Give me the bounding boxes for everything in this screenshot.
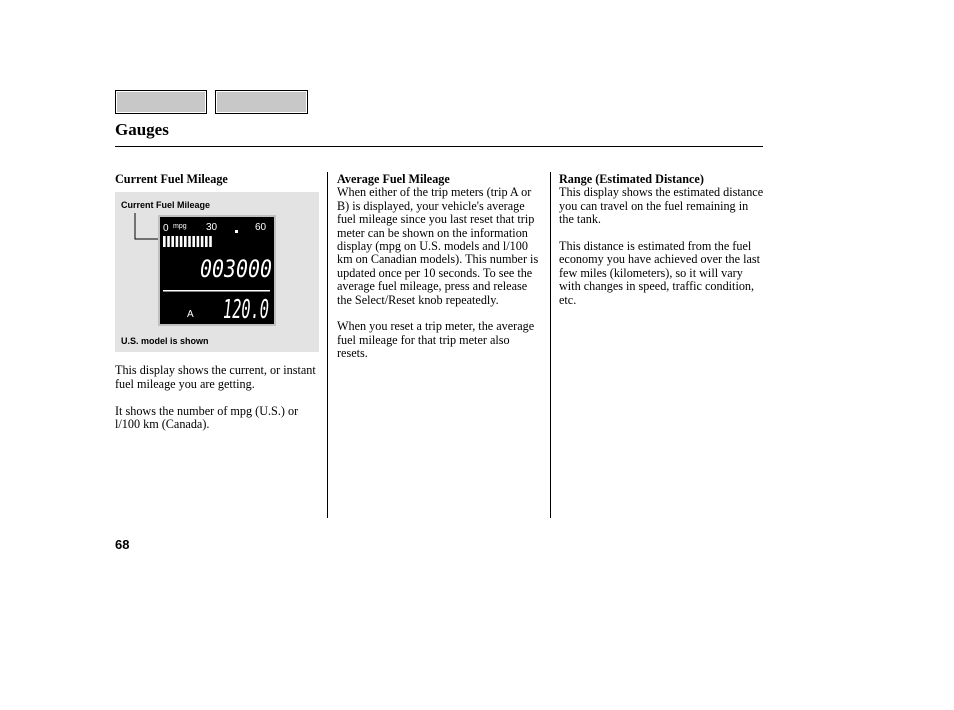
paragraph: When you reset a trip meter, the average fuel mileage for that trip meter also resets. bbox=[337, 319, 535, 361]
figure-callout-label: Current Fuel Mileage bbox=[121, 200, 211, 211]
column-average-fuel-mileage bbox=[337, 173, 542, 374]
trip-readout: 120.0 bbox=[223, 295, 269, 326]
paragraph: This distance is estimated from the fuel economy you have achieved over the last few miles (kilometers), so it will vary with changes in speed, traffic condition, etc. bbox=[559, 239, 761, 307]
mpg-bar-segment bbox=[209, 236, 212, 247]
paragraph: When either of the trip meters (trip A or B) is displayed, your vehicle's average fuel mileage since you last reset that trip meter can be shown on the information display (mpg on U.S. models and l/100 km on Canadian models). This number is updated once per 10 seconds. To see the average fuel mileage, press and release the Select/Reset knob repeatedly. bbox=[337, 185, 539, 307]
column-current-fuel-mileage bbox=[115, 173, 320, 445]
column-divider bbox=[327, 172, 328, 518]
scale-label-zero: 0 bbox=[163, 223, 169, 235]
scale-label-sixty: 60 bbox=[255, 222, 267, 234]
column-divider bbox=[550, 172, 551, 518]
scale-label-unit: mpg bbox=[173, 223, 187, 231]
mpg-bar-segment bbox=[201, 236, 204, 247]
section-heading-average: Average Fuel Mileage bbox=[337, 172, 450, 186]
mpg-bar-segment bbox=[192, 236, 195, 247]
nav-tab-previous[interactable] bbox=[115, 90, 207, 114]
mpg-bar-segment bbox=[205, 236, 208, 247]
mpg-bar-segment bbox=[184, 236, 187, 247]
mpg-bar-segment bbox=[197, 236, 200, 247]
page-number: 68 bbox=[115, 537, 130, 552]
mpg-bar-segment bbox=[180, 236, 183, 247]
mpg-bar-graph bbox=[163, 236, 212, 247]
column-range bbox=[559, 173, 764, 320]
mpg-bar-segment bbox=[176, 236, 179, 247]
mpg-bar-segment bbox=[171, 236, 174, 247]
section-heading-range: Range (Estimated Distance) bbox=[559, 172, 704, 186]
lcd-display bbox=[158, 215, 276, 326]
title-divider bbox=[115, 146, 763, 147]
page-title: Gauges bbox=[115, 120, 169, 139]
mpg-bar-segment bbox=[163, 236, 166, 247]
lcd-divider bbox=[163, 290, 270, 292]
lcd-graphics bbox=[160, 217, 274, 324]
gauge-figure bbox=[115, 192, 319, 352]
paragraph: This display shows the estimated distance you can travel on the fuel remaining in the tank. bbox=[559, 185, 764, 227]
paragraph: It shows the number of mpg (U.S.) or l/100 km (Canada). bbox=[115, 403, 299, 432]
mpg-bar-segment bbox=[188, 236, 191, 247]
figure-caption: U.S. model is shown bbox=[121, 336, 209, 347]
paragraph: This display shows the current, or instant fuel mileage you are getting. bbox=[115, 363, 316, 391]
scale-dot bbox=[235, 230, 238, 233]
trip-indicator: A bbox=[187, 309, 194, 321]
scale-label-thirty: 30 bbox=[206, 222, 218, 234]
odometer-readout: 003000 bbox=[200, 255, 272, 284]
section-heading-current: Current Fuel Mileage bbox=[115, 172, 228, 186]
mpg-bar-segment bbox=[167, 236, 170, 247]
nav-tab-next[interactable] bbox=[215, 90, 308, 114]
